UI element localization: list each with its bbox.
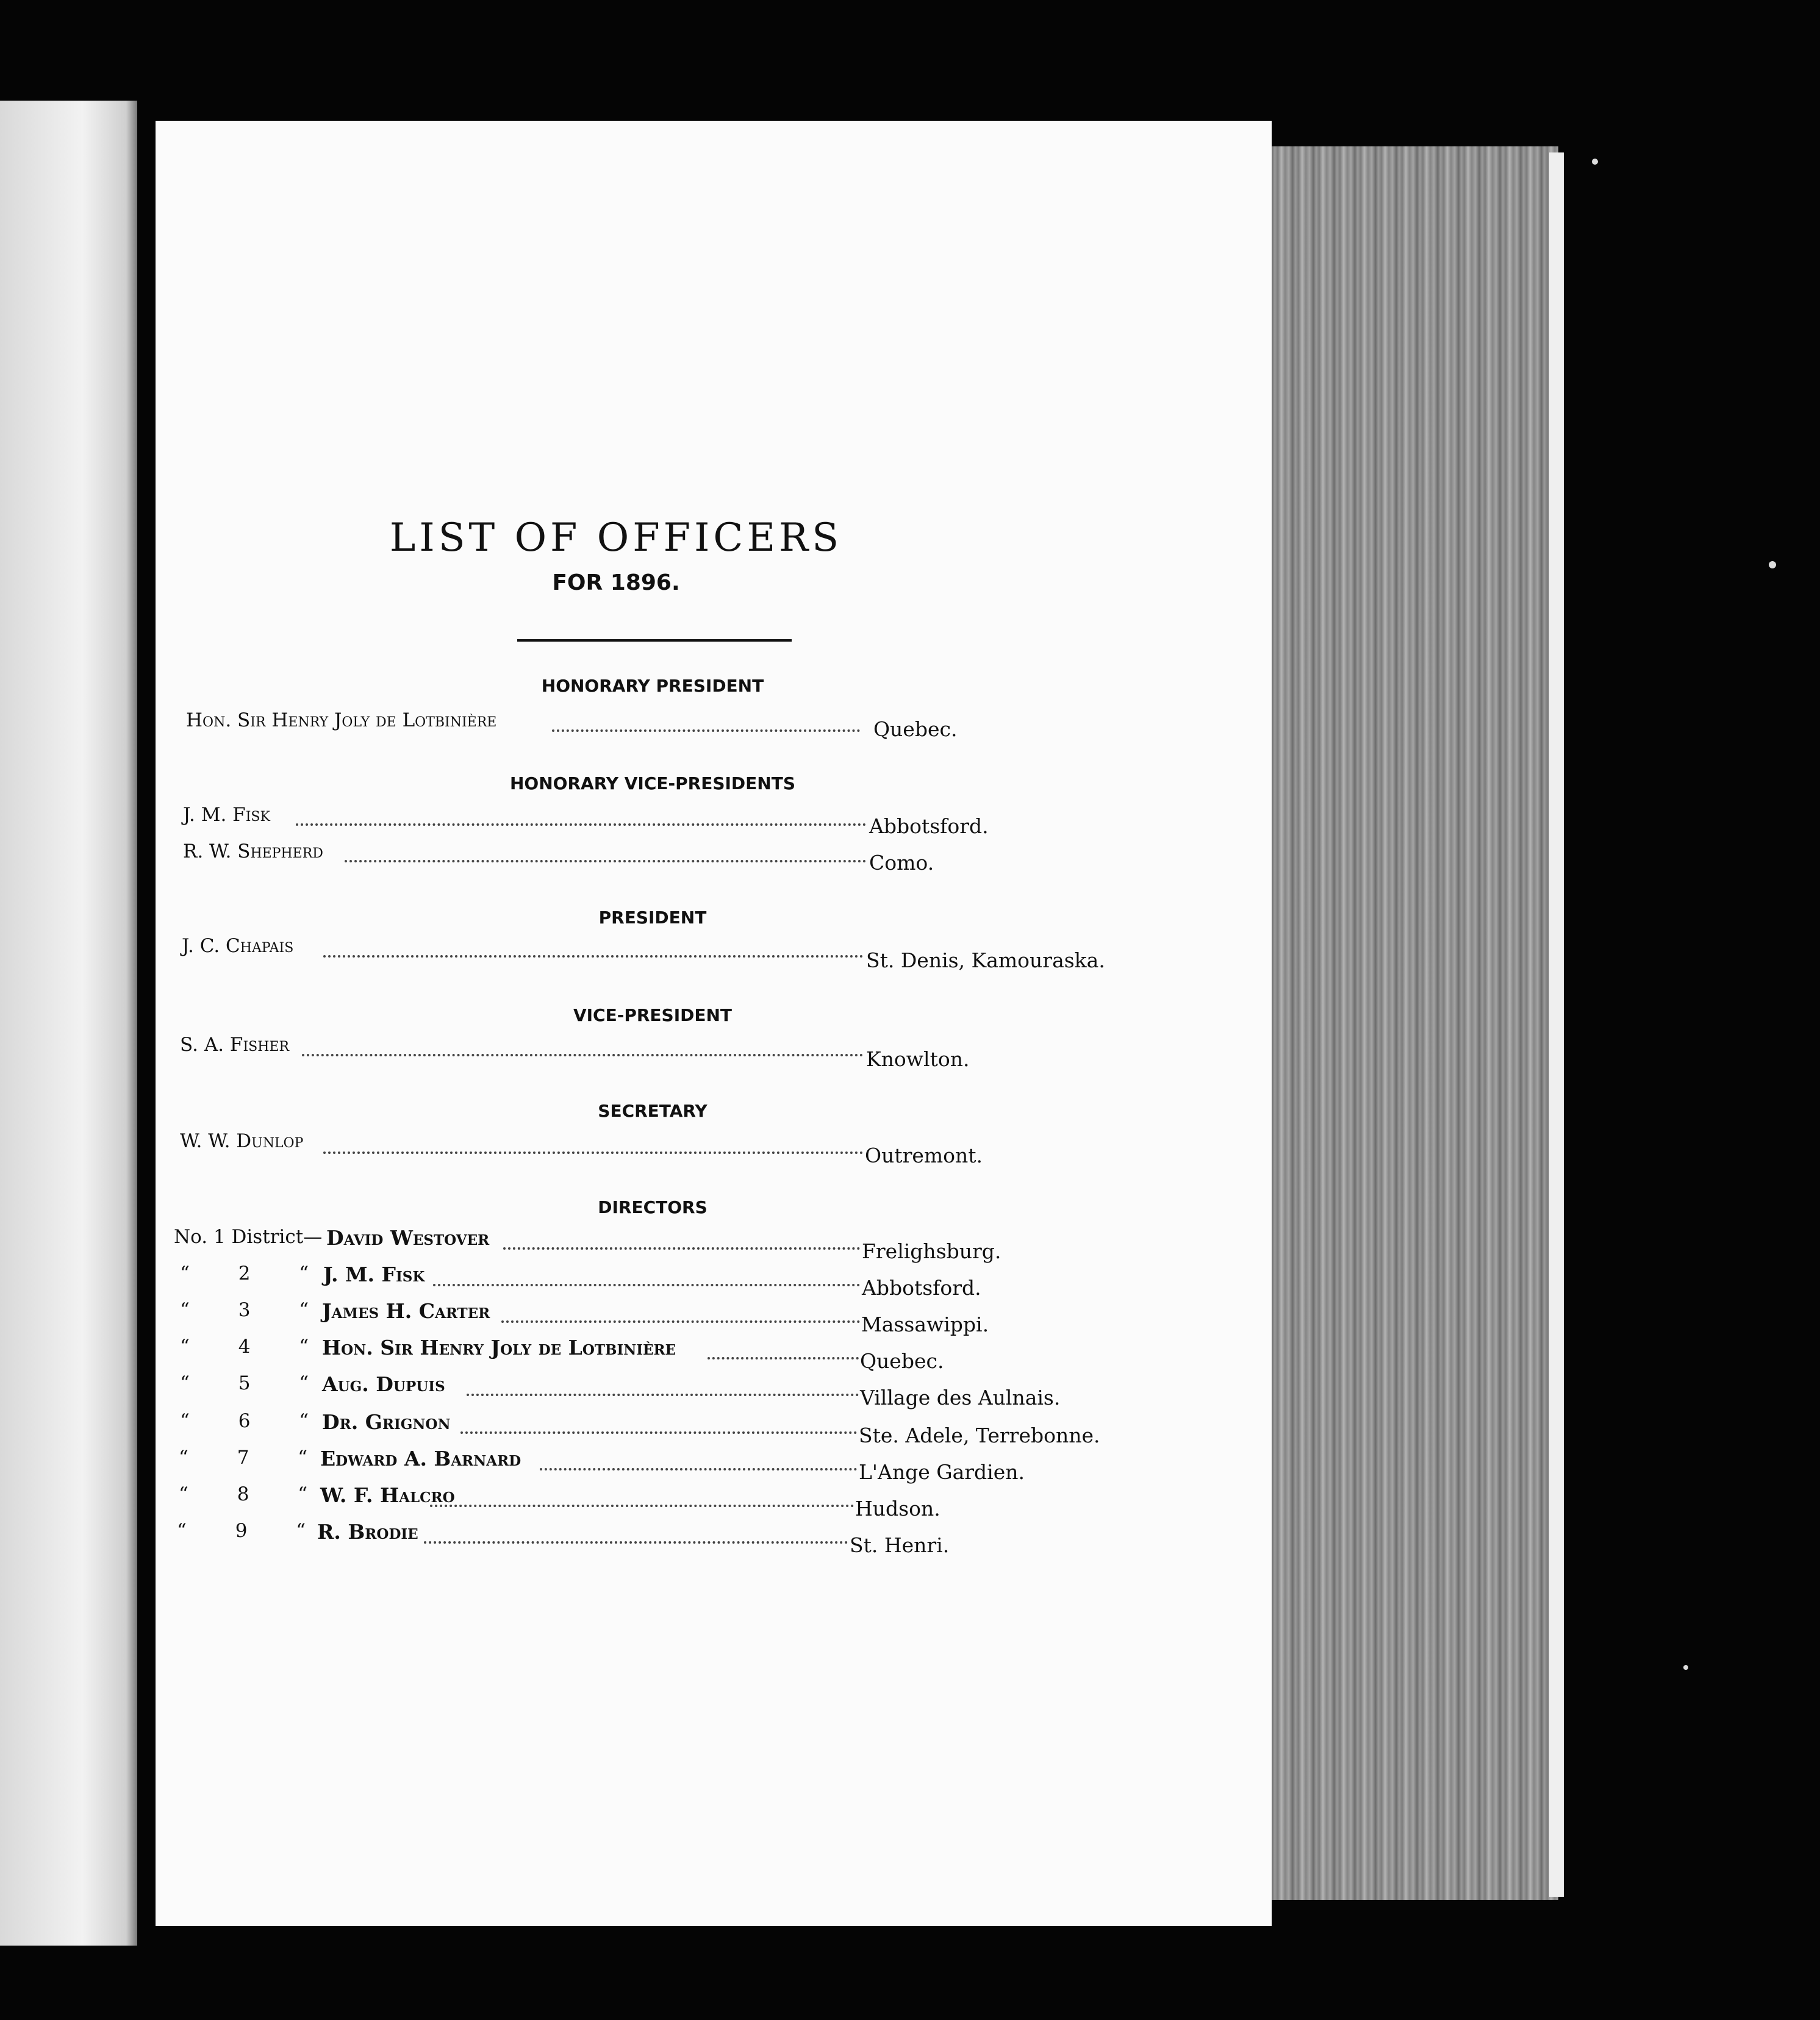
leader-dots [503,1247,860,1250]
dust-speck [1769,561,1776,568]
district-label: No. 1 District— [174,1226,323,1248]
leader-dots [345,860,866,862]
director-name: J. M. Fisk [323,1262,425,1286]
officer-name: R. W. Shepherd [183,840,323,862]
director-name: Hon. Sir Henry Joly de Lotbinière [322,1336,676,1359]
book-cover-edge [1549,152,1564,1897]
leader-dots [552,729,860,732]
district-label: “ 3 “ [180,1299,309,1321]
director-place: Quebec. [860,1349,944,1373]
dust-speck [1683,1665,1688,1670]
director-name: W. F. Halcro [320,1483,455,1507]
heading-honorary-vice-presidents: HONORARY VICE-PRESIDENTS [509,773,795,793]
heading-honorary-president: HONORARY PRESIDENT [541,676,764,696]
officer-name: Hon. Sir Henry Joly de Lotbinière [186,709,497,731]
director-name: Aug. Dupuis [322,1372,445,1396]
leader-dots [460,1431,857,1434]
director-name: Edward A. Barnard [320,1447,521,1470]
officer-name: J. C. Chapais [182,935,294,957]
district-label: “ 7 “ [179,1447,308,1469]
leader-dots [708,1357,859,1359]
leader-dots [540,1468,857,1470]
title-rule [517,639,792,642]
leader-dots [467,1394,859,1396]
officer-place: St. Denis, Kamouraska. [866,948,1105,972]
director-place: St. Henri. [850,1533,950,1557]
officer-name: J. M. Fisk [183,804,270,826]
facing-page-edge [0,101,137,1946]
director-place: Village des Aulnais. [860,1386,1061,1409]
leader-dots [323,1151,863,1154]
officer-place: Abbotsford. [869,814,989,838]
leader-dots [501,1320,860,1323]
director-place: Frelighsburg. [862,1239,1001,1263]
director-place: Hudson. [855,1497,940,1520]
heading-vice-president: VICE-PRESIDENT [573,1005,733,1025]
page-title: LIST OF OFFICERS [389,515,843,561]
heading-president: PRESIDENT [598,908,707,928]
officer-place: Como. [869,851,934,875]
district-label: “ 5 “ [180,1372,309,1394]
director-place: Massawippi. [861,1313,989,1336]
district-label: “ 2 “ [180,1262,309,1284]
director-place: Ste. Adele, Terrebonne. [859,1424,1100,1447]
dust-speck [1592,159,1598,165]
leader-dots [424,1541,848,1544]
heading-directors: DIRECTORS [598,1197,708,1217]
director-place: L'Ange Gardien. [859,1460,1025,1484]
leader-dots [296,823,866,826]
director-name: R. Brodie [317,1520,418,1544]
district-label: “ 6 “ [180,1410,309,1432]
officer-place: Knowlton. [866,1047,970,1071]
director-name: Dr. Grignon [322,1410,451,1434]
director-place: Abbotsford. [862,1276,981,1300]
leader-dots [302,1054,863,1056]
director-name: David Westover [326,1226,490,1250]
district-label: “ 4 “ [180,1336,309,1358]
leader-dots [323,955,863,958]
leader-dots [433,1284,860,1286]
district-label: “ 9 “ [177,1520,306,1542]
district-label: “ 8 “ [179,1483,308,1505]
heading-secretary: SECRETARY [598,1101,708,1121]
officer-name: S. A. Fisher [180,1034,290,1056]
director-name: James H. Carter [322,1299,490,1323]
officer-place: Outremont. [865,1144,983,1167]
officer-place: Quebec. [873,717,958,741]
leader-dots [430,1505,854,1507]
page-block-edge [1272,146,1558,1900]
officer-name: W. W. Dunlop [180,1130,304,1152]
page-subtitle: FOR 1896. [552,570,680,595]
